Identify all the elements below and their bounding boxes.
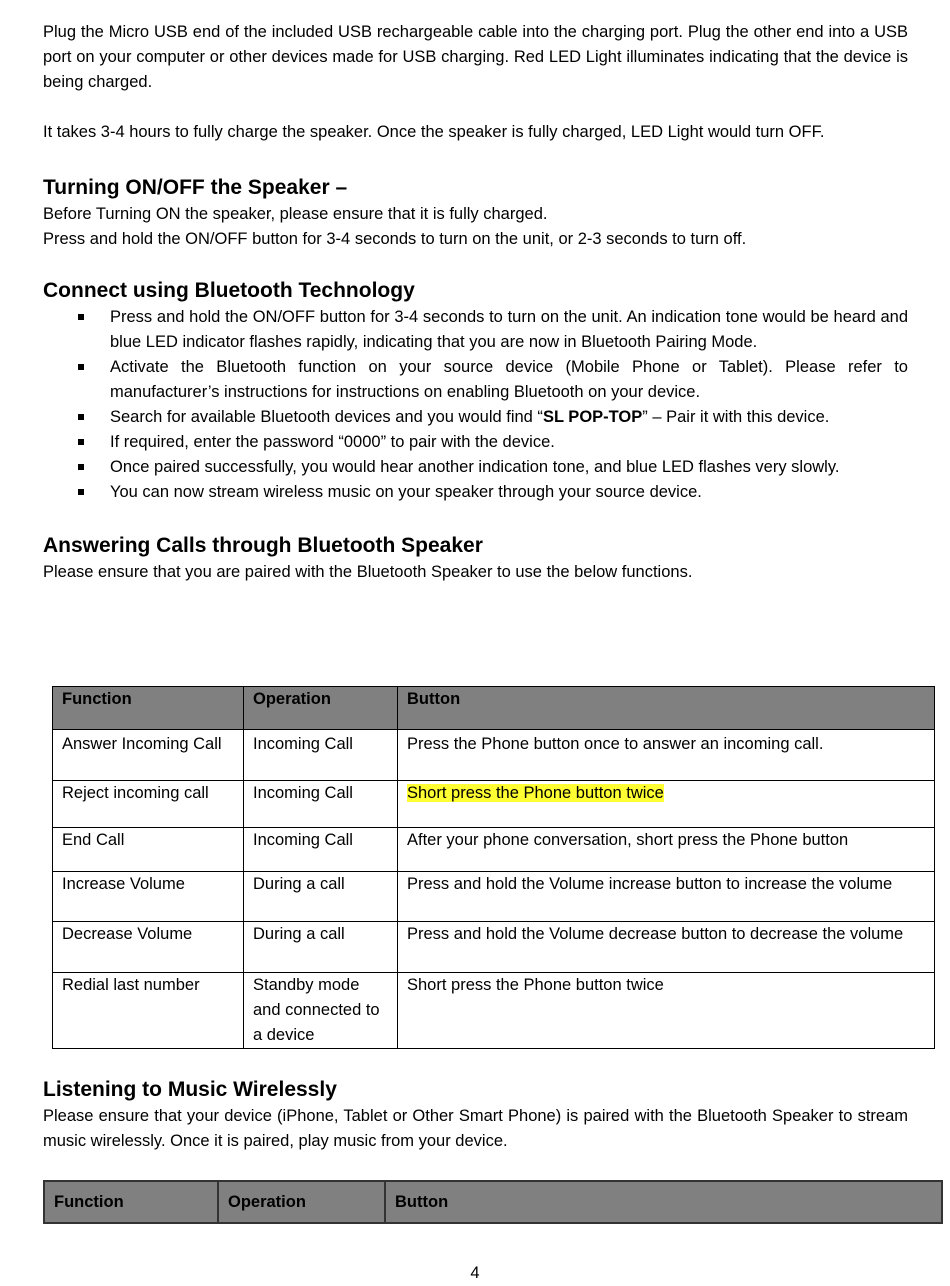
- cell-function: Reject incoming call: [53, 781, 244, 828]
- table-header-row: [53, 687, 935, 730]
- table-row: [53, 973, 935, 1049]
- cell-operation: During a call: [244, 872, 398, 922]
- cell-operation: Incoming Call: [244, 828, 398, 872]
- page-number: 4: [470, 1264, 480, 1282]
- header-button: Button: [398, 687, 935, 730]
- table-row: [53, 922, 935, 973]
- calls-heading: Answering Calls through Bluetooth Speaker: [43, 534, 483, 557]
- bluetooth-heading: Connect using Bluetooth Technology: [43, 279, 415, 302]
- highlighted-text: Short press the Phone button twice: [407, 784, 664, 802]
- cell-button: Short press the Phone button twice: [398, 973, 935, 1049]
- cell-button: [398, 781, 935, 828]
- cell-button: Press and hold the Volume decrease button to decrease the volume: [398, 922, 935, 973]
- header-function: Function: [44, 1181, 218, 1223]
- calls-intro: Please ensure that you are paired with the Bluetooth Speaker to use the below functions.: [43, 563, 693, 581]
- bullet3-text-pre: Search for available Bluetooth devices and you would find “: [110, 408, 543, 426]
- charge-time-paragraph: It takes 3-4 hours to fully charge the speaker. Once the speaker is fully charged, LED Light would turn OFF.: [43, 123, 825, 141]
- header-function: Function: [53, 687, 244, 730]
- table-row: [53, 781, 935, 828]
- cell-button: Press the Phone button once to answer an incoming call.: [398, 730, 935, 781]
- turning-on-heading: Turning ON/OFF the Speaker –: [43, 176, 348, 199]
- table-header-row: [44, 1181, 942, 1223]
- device-name: SL POP-TOP: [542, 408, 643, 426]
- list-item: Activate the Bluetooth function on your source device (Mobile Phone or Tablet). Please refer to manufacturer’s instructions for instructions on enabling Bluetooth on your device.: [43, 355, 908, 405]
- cell-operation: Standby mode and connected to a device: [244, 973, 398, 1049]
- list-item: You can now stream wireless music on your speaker through your source device.: [43, 480, 908, 505]
- header-operation: Operation: [218, 1181, 385, 1223]
- music-section: [43, 1076, 908, 1154]
- turning-on-line-1: Before Turning ON the speaker, please ensure that it is fully charged.: [43, 205, 548, 223]
- charging-paragraph: Plug the Micro USB end of the included USB rechargeable cable into the charging port. Plug the other end into a USB port on your computer or other devices made for USB charging. Red LED Light illuminates indicating that the device is being charged.: [43, 23, 908, 91]
- list-item: [43, 405, 908, 430]
- list-item: Press and hold the ON/OFF button for 3-4 seconds to turn on the unit. An indication tone would be heard and blue LED indicator flashes rapidly, indicating that you are now in Bluetooth Pairing Mode.: [43, 305, 908, 355]
- music-heading: Listening to Music Wirelessly: [43, 1078, 337, 1101]
- cell-button: Press and hold the Volume increase button to increase the volume: [398, 872, 935, 922]
- list-item: Once paired successfully, you would hear another indication tone, and blue LED flashes very slowly.: [43, 455, 908, 480]
- music-intro: Please ensure that your device (iPhone, Tablet or Other Smart Phone) is paired with the Bluetooth Speaker to stream music wirelessly. Once it is paired, play music from your device.: [43, 1107, 908, 1150]
- cell-function: Answer Incoming Call: [53, 730, 244, 781]
- music-table: [43, 1180, 943, 1224]
- cell-function: Decrease Volume: [53, 922, 244, 973]
- header-operation: Operation: [244, 687, 398, 730]
- bluetooth-steps-list: [43, 305, 908, 505]
- cell-function: End Call: [53, 828, 244, 872]
- turning-on-line-2: Press and hold the ON/OFF button for 3-4 seconds to turn on the unit, or 2-3 seconds to turn off.: [43, 230, 747, 248]
- page-content: [43, 20, 908, 585]
- cell-operation: Incoming Call: [244, 781, 398, 828]
- table-row: [53, 828, 935, 872]
- cell-function: Increase Volume: [53, 872, 244, 922]
- list-item: If required, enter the password “0000” to pair with the device.: [43, 430, 908, 455]
- header-button: Button: [385, 1181, 942, 1223]
- cell-button: After your phone conversation, short press the Phone button: [398, 828, 935, 872]
- cell-function: Redial last number: [53, 973, 244, 1049]
- table-row: [53, 872, 935, 922]
- cell-operation: Incoming Call: [244, 730, 398, 781]
- bullet3-text-post: ” – Pair it with this device.: [642, 408, 830, 426]
- table-row: [53, 730, 935, 781]
- calls-table: [52, 686, 935, 1049]
- cell-operation: During a call: [244, 922, 398, 973]
